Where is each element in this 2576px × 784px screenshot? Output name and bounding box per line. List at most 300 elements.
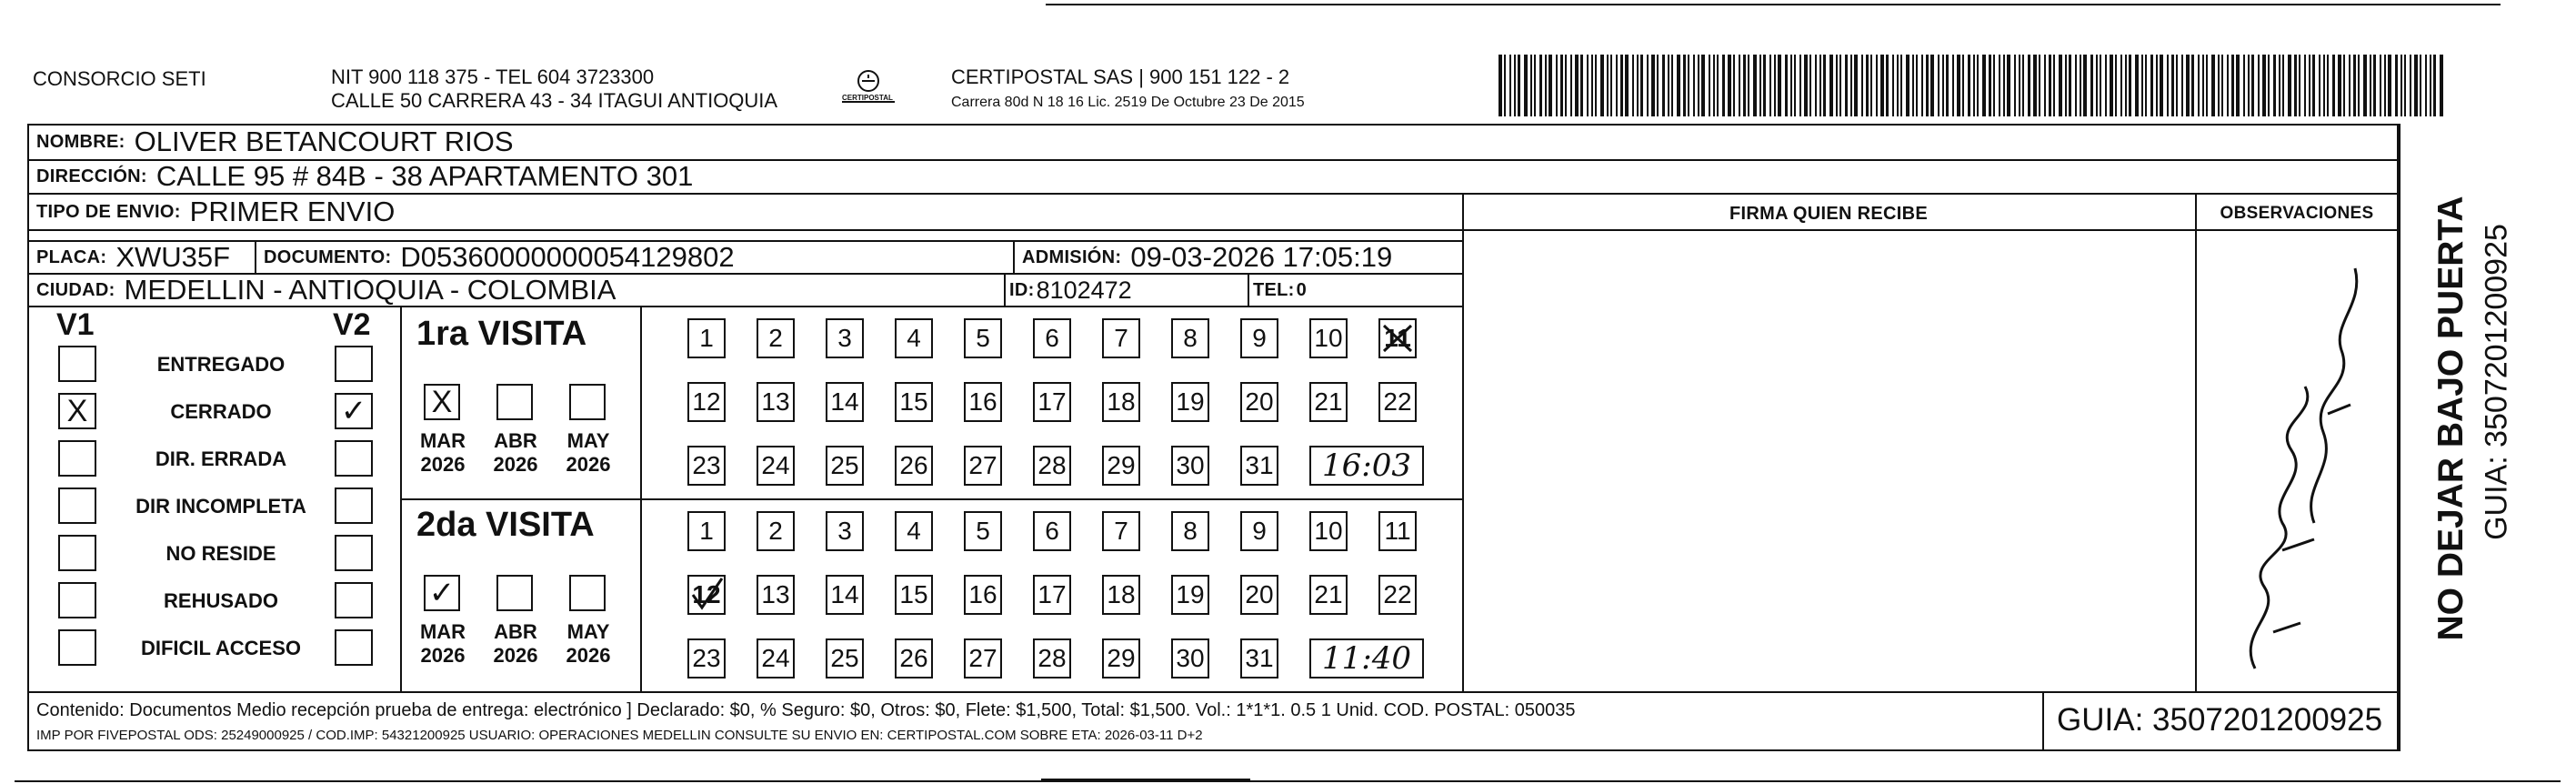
day-box: 12 xyxy=(687,382,726,422)
barcode-bar xyxy=(2198,55,2200,116)
footer-guia: GUIA: 3507201200925 xyxy=(2057,702,2383,738)
barcode-bar xyxy=(2343,55,2345,116)
v2-checkbox xyxy=(335,629,373,666)
barcode-bar xyxy=(1524,55,1528,116)
day-box: 29 xyxy=(1102,638,1140,678)
v1-checkbox xyxy=(58,629,96,666)
month-label: ABR xyxy=(494,429,537,452)
barcode-bar xyxy=(2028,55,2030,116)
barcode-bar xyxy=(1534,55,1536,116)
barcode-bar xyxy=(1595,55,1597,116)
day-box: 7 xyxy=(1102,318,1140,358)
barcode-bar xyxy=(1861,55,1863,116)
barcode-bar xyxy=(1886,55,1889,116)
status-label: DIR. ERRADA xyxy=(155,447,287,470)
barcode-bar xyxy=(1748,55,1749,116)
v1-checkbox xyxy=(58,487,96,524)
day-box: 11 xyxy=(1378,511,1417,551)
barcode-bar xyxy=(1989,55,1991,116)
day-box: 20 xyxy=(1240,575,1278,615)
rule xyxy=(2195,193,2197,691)
rule xyxy=(1248,273,1249,306)
barcode-bar xyxy=(1683,55,1686,116)
tel-value: 0 xyxy=(1296,279,1308,300)
carrier-line-2: Carrera 80d N 18 16 Lic. 2519 De Octubre 23 De 2015 xyxy=(951,95,1305,110)
placa-label: PLACA: xyxy=(36,246,107,267)
barcode-bar xyxy=(1753,55,1757,116)
day-box: 1 xyxy=(687,318,726,358)
barcode-bar xyxy=(2003,55,2005,116)
barcode-bar xyxy=(2115,55,2117,116)
barcode-bar xyxy=(1790,55,1792,116)
day-box: 6 xyxy=(1033,318,1071,358)
status-label: CERRADO xyxy=(170,400,272,423)
day-box: 25 xyxy=(826,446,864,486)
barcode-bar xyxy=(1912,55,1914,116)
barcode-bar xyxy=(1504,55,1506,116)
barcode-bar xyxy=(1977,55,1979,116)
barcode-bar xyxy=(2150,55,2153,116)
barcode-bar xyxy=(2299,55,2300,116)
barcode-bar xyxy=(1662,55,1665,116)
barcode-bar xyxy=(1693,55,1695,116)
barcode-bar xyxy=(2410,55,2411,116)
time-box: 16:03 xyxy=(1309,446,1424,486)
day-box: 28 xyxy=(1033,446,1071,486)
barcode-bar xyxy=(2282,55,2284,116)
barcode-bar xyxy=(2080,55,2081,116)
day-mark-stroke xyxy=(1384,326,1411,351)
barcode-bar xyxy=(1616,55,1618,116)
barcode-bar xyxy=(2105,55,2107,116)
rule xyxy=(255,240,256,273)
barcode-bar xyxy=(2059,55,2062,116)
day-box: 15 xyxy=(895,575,933,615)
day-box: 25 xyxy=(826,638,864,678)
barcode-bar xyxy=(1651,55,1655,116)
day-box: 3 xyxy=(826,511,864,551)
barcode-bar xyxy=(2065,55,2067,116)
status-label: REHUSADO xyxy=(164,589,278,612)
barcode-bar xyxy=(2430,55,2431,116)
barcode-bar xyxy=(1607,55,1609,116)
barcode-bar xyxy=(2323,55,2325,116)
barcode-bar xyxy=(1625,55,1629,116)
barcode-bar xyxy=(1556,55,1558,116)
rule xyxy=(1462,193,1464,691)
v1-checkbox: X xyxy=(58,393,96,429)
barcode-bar xyxy=(1804,55,1808,116)
barcode-bar xyxy=(2135,55,2139,116)
v1-checkbox xyxy=(58,440,96,477)
rule xyxy=(2042,691,2044,751)
rule xyxy=(1013,240,1015,273)
barcode xyxy=(1498,55,2446,116)
barcode-bar xyxy=(1778,55,1781,116)
barcode-bar xyxy=(1640,55,1643,116)
barcode-bar xyxy=(2110,55,2113,116)
bottom-rule xyxy=(15,780,2561,782)
month-checkbox xyxy=(569,384,606,420)
barcode-bar xyxy=(2358,55,2360,116)
carrier-line-1: CERTIPOSTAL SAS | 900 151 122 - 2 xyxy=(951,65,1290,88)
observaciones-header: OBSERVACIONES xyxy=(2220,204,2374,223)
recipient-signature xyxy=(2219,250,2382,687)
day-box: 23 xyxy=(687,446,726,486)
barcode-bar xyxy=(2309,55,2310,116)
barcode-bar xyxy=(1957,55,1960,116)
barcode-bar xyxy=(1509,55,1511,116)
documento-row xyxy=(264,240,735,275)
v1-checkbox xyxy=(58,346,96,382)
direccion-label: DIRECCIÓN: xyxy=(36,166,147,186)
ciudad-row xyxy=(36,273,616,307)
barcode-bar xyxy=(2425,55,2427,116)
barcode-bar xyxy=(2279,55,2280,116)
barcode-bar xyxy=(1709,55,1710,116)
barcode-bar xyxy=(1870,55,1872,116)
barcode-bar xyxy=(1906,55,1909,116)
barcode-bar xyxy=(1701,55,1705,116)
barcode-bar xyxy=(1600,55,1604,116)
day-box: 10 xyxy=(1309,318,1348,358)
barcode-bar xyxy=(1876,55,1878,116)
barcode-bar xyxy=(1829,55,1833,116)
barcode-bar xyxy=(2248,55,2250,116)
barcode-bar xyxy=(2380,55,2381,116)
nit-line-1: NIT 900 118 375 - TEL 604 3723300 xyxy=(331,65,655,88)
day-mark-stroke xyxy=(693,578,722,608)
barcode-bar xyxy=(1926,55,1929,116)
day-box: 16 xyxy=(964,575,1002,615)
rule xyxy=(400,306,402,691)
barcode-bar xyxy=(1677,55,1680,116)
month-label: MAY xyxy=(566,429,610,452)
day-box: 30 xyxy=(1171,446,1209,486)
barcode-bar xyxy=(2414,55,2418,116)
tipo-value: PRIMER ENVIO xyxy=(189,196,396,227)
barcode-bar xyxy=(2176,55,2178,116)
barcode-bar xyxy=(2221,55,2223,116)
barcode-bar xyxy=(2100,55,2101,116)
barcode-bar xyxy=(1916,55,1918,116)
month-year: 2026 xyxy=(493,453,538,476)
barcode-bar xyxy=(2349,55,2350,116)
barcode-bar xyxy=(2156,55,2158,116)
day-box: 24 xyxy=(757,446,795,486)
day-box: 7 xyxy=(1102,511,1140,551)
month-label: MAR xyxy=(419,429,466,452)
nombre-row xyxy=(36,125,514,159)
id-label: ID: xyxy=(1009,279,1035,300)
barcode-bar xyxy=(2353,55,2356,116)
barcode-bar xyxy=(1900,55,1902,116)
barcode-bar xyxy=(1713,55,1715,116)
status-label: DIFICIL ACCESO xyxy=(140,637,301,659)
day-box: 21 xyxy=(1309,575,1348,615)
barcode-bar xyxy=(2145,55,2147,116)
barcode-bar xyxy=(2332,55,2335,116)
day-box: 1 xyxy=(687,511,726,551)
barcode-bar xyxy=(1946,55,1949,116)
day-box: 11 xyxy=(1378,318,1417,358)
top-rule xyxy=(1046,4,2501,5)
day-box: 16 xyxy=(964,382,1002,422)
barcode-bar xyxy=(1962,55,1964,116)
barcode-bar xyxy=(1819,55,1821,116)
day-box: 23 xyxy=(687,638,726,678)
time-box: 11:40 xyxy=(1309,638,1424,678)
v1-checkbox xyxy=(58,535,96,571)
month-checkbox: X xyxy=(424,384,460,420)
barcode-bar xyxy=(2014,55,2016,116)
barcode-bar xyxy=(2401,55,2402,116)
month-label: MAR xyxy=(419,620,466,643)
barcode-bar xyxy=(2227,55,2229,116)
v2-checkbox: ✓ xyxy=(335,393,373,429)
id-row xyxy=(1009,273,1132,307)
day-box: 17 xyxy=(1033,382,1071,422)
logo-text: CERTIPOSTAL xyxy=(842,94,893,102)
barcode-bar xyxy=(2388,55,2391,116)
ciudad-value: MEDELLIN - ANTIOQUIA - COLOMBIA xyxy=(124,274,616,306)
barcode-bar xyxy=(1769,55,1771,116)
barcode-bar xyxy=(1794,55,1796,116)
company-name: CONSORCIO SETI xyxy=(33,67,206,90)
direccion-row xyxy=(36,159,693,194)
status-label: ENTREGADO xyxy=(156,353,286,376)
barcode-bar xyxy=(1823,55,1826,116)
barcode-bar xyxy=(1575,55,1579,116)
barcode-bar xyxy=(2218,55,2220,116)
rule xyxy=(1462,229,2399,231)
barcode-bar xyxy=(1733,55,1735,116)
barcode-bar xyxy=(2251,55,2254,116)
rule xyxy=(2399,124,2401,751)
day-box: 10 xyxy=(1309,511,1348,551)
barcode-bar xyxy=(1973,55,1975,116)
barcode-bar xyxy=(2186,55,2190,116)
barcode-bar xyxy=(1763,55,1766,116)
barcode-bar xyxy=(1549,55,1552,116)
day-box: 21 xyxy=(1309,382,1348,422)
nombre-value: OLIVER BETANCOURT RIOS xyxy=(134,126,514,157)
barcode-bar xyxy=(2273,55,2276,116)
day-box: 9 xyxy=(1240,511,1278,551)
v1-checkbox xyxy=(58,582,96,618)
barcode-bar xyxy=(1942,55,1944,116)
barcode-bar xyxy=(2096,55,2098,116)
barcode-bar xyxy=(2433,55,2436,116)
barcode-bar xyxy=(2420,55,2421,116)
barcode-bar xyxy=(2363,55,2367,116)
barcode-bar xyxy=(1809,55,1811,116)
barcode-bar xyxy=(1514,55,1516,116)
barcode-bar xyxy=(1657,55,1659,116)
month-label: ABR xyxy=(494,620,537,643)
barcode-bar xyxy=(2053,55,2055,116)
barcode-bar xyxy=(2404,55,2406,116)
v2-header: V2 xyxy=(333,307,371,342)
barcode-bar xyxy=(2370,55,2371,116)
barcode-bar xyxy=(1799,55,1801,116)
barcode-bar xyxy=(1560,55,1563,116)
day-box: 5 xyxy=(964,511,1002,551)
v1-header: V1 xyxy=(56,307,95,342)
barcode-bar xyxy=(2236,55,2240,116)
barcode-bar xyxy=(1647,55,1649,116)
status-label: NO RESIDE xyxy=(165,542,276,565)
day-box: 19 xyxy=(1171,382,1209,422)
barcode-bar xyxy=(2141,55,2143,116)
barcode-bar xyxy=(1845,55,1848,116)
side-warning: NO DEJAR BAJO PUERTA xyxy=(2431,196,2471,641)
barcode-bar xyxy=(1785,55,1788,116)
day-box: 14 xyxy=(826,382,864,422)
v2-checkbox xyxy=(335,346,373,382)
barcode-bar xyxy=(2262,55,2266,116)
barcode-bar xyxy=(2243,55,2245,116)
month-checkbox xyxy=(569,575,606,611)
nit-line-2: CALLE 50 CARRERA 43 - 34 ITAGUI ANTIOQUIA xyxy=(331,89,778,112)
barcode-bar xyxy=(1610,55,1612,116)
barcode-bar xyxy=(1570,55,1572,116)
day-box: 22 xyxy=(1378,382,1417,422)
day-box: 2 xyxy=(757,318,795,358)
barcode-bar xyxy=(2125,55,2127,116)
month-checkbox: ✓ xyxy=(424,575,460,611)
month-year: 2026 xyxy=(493,644,538,667)
barcode-bar xyxy=(1565,55,1567,116)
barcode-bar xyxy=(1518,55,1520,116)
barcode-bar xyxy=(2258,55,2260,116)
barcode-bar xyxy=(1930,55,1934,116)
first-visit-title: 1ra VISITA xyxy=(416,315,587,353)
documento-value: D05360000000054129802 xyxy=(400,241,735,273)
barcode-bar xyxy=(2007,55,2010,116)
barcode-bar xyxy=(2268,55,2270,116)
day-box: 15 xyxy=(895,382,933,422)
tel-label: TEL: xyxy=(1253,279,1295,300)
barcode-bar xyxy=(1739,55,1740,116)
barcode-bar xyxy=(2033,55,2037,116)
barcode-bar xyxy=(1545,55,1547,116)
day-box: 8 xyxy=(1171,511,1209,551)
admision-label: ADMISIÓN: xyxy=(1022,246,1122,267)
month-year: 2026 xyxy=(566,644,611,667)
barcode-bar xyxy=(1722,55,1725,116)
barcode-bar xyxy=(2288,55,2291,116)
barcode-bar xyxy=(2312,55,2316,116)
barcode-bar xyxy=(1836,55,1838,116)
v2-checkbox xyxy=(335,535,373,571)
placa-row xyxy=(36,240,230,275)
day-box: 4 xyxy=(895,318,933,358)
v2-checkbox xyxy=(335,440,373,477)
day-box: 27 xyxy=(964,638,1002,678)
day-box: 30 xyxy=(1171,638,1209,678)
barcode-bar xyxy=(2384,55,2386,116)
day-box: 6 xyxy=(1033,511,1071,551)
barcode-bar xyxy=(2167,55,2169,116)
day-box: 26 xyxy=(895,638,933,678)
barcode-bar xyxy=(2181,55,2183,116)
month-checkbox xyxy=(496,384,533,420)
month-year: 2026 xyxy=(420,453,466,476)
day-box: 4 xyxy=(895,511,933,551)
rule xyxy=(640,306,642,691)
barcode-bar xyxy=(1938,55,1940,116)
certipostal-logo xyxy=(835,67,902,113)
barcode-bar xyxy=(1688,55,1689,116)
barcode-bar xyxy=(2395,55,2398,116)
barcode-bar xyxy=(1854,55,1858,116)
barcode-bar xyxy=(2211,55,2215,116)
admision-row xyxy=(1022,240,1392,275)
status-label: DIR INCOMPLETA xyxy=(135,495,306,518)
barcode-bar xyxy=(1539,55,1542,116)
barcode-bar xyxy=(2120,55,2122,116)
barcode-bar xyxy=(2129,55,2131,116)
footer-imp-line: IMP POR FIVEPOSTAL ODS: 25249000925 / COD.IMP: 54321200925 USUARIO: OPERACIONES MEDELLIN CONSULTE SU ENVIO EN: CERTIPOSTAL.COM SOBRE ETA: 2026-03-11 D+2 xyxy=(36,728,1203,743)
day-box: 26 xyxy=(895,446,933,486)
barcode-bar xyxy=(2171,55,2174,116)
barcode-bar xyxy=(1587,55,1589,116)
day-box: 17 xyxy=(1033,575,1071,615)
day-box: 31 xyxy=(1240,446,1278,486)
day-box: 2 xyxy=(757,511,795,551)
barcode-bar xyxy=(1892,55,1894,116)
firma-header: FIRMA QUIEN RECIBE xyxy=(1729,204,1928,224)
barcode-bar xyxy=(1952,55,1954,116)
barcode-bar xyxy=(1866,55,1869,116)
barcode-bar xyxy=(1815,55,1817,116)
barcode-bar xyxy=(2373,55,2376,116)
barcode-bar xyxy=(1982,55,1986,116)
direccion-value: CALLE 95 # 84B - 38 APARTAMENTO 301 xyxy=(155,160,694,192)
day-box: 18 xyxy=(1102,575,1140,615)
bottom-thin-rule xyxy=(1041,779,1250,780)
day-box: 13 xyxy=(757,382,795,422)
barcode-bar xyxy=(1921,55,1923,116)
day-box: 8 xyxy=(1171,318,1209,358)
barcode-bar xyxy=(1774,55,1776,116)
documento-label: DOCUMENTO: xyxy=(264,246,392,267)
barcode-bar xyxy=(2304,55,2306,116)
second-visit-title: 2da VISITA xyxy=(416,506,595,544)
rule xyxy=(1004,273,1006,306)
day-mark xyxy=(687,575,726,615)
barcode-bar xyxy=(2231,55,2234,116)
barcode-bar xyxy=(2090,55,2093,116)
barcode-bar xyxy=(2440,55,2443,116)
barcode-bar xyxy=(1591,55,1593,116)
admision-value: 09-03-2026 17:05:19 xyxy=(1130,241,1393,273)
barcode-bar xyxy=(2294,55,2297,116)
barcode-bar xyxy=(2039,55,2040,116)
barcode-bar xyxy=(1728,55,1731,116)
day-box: 14 xyxy=(826,575,864,615)
tipo-label: TIPO DE ENVIO: xyxy=(36,201,181,222)
day-mark xyxy=(1378,318,1417,358)
day-box: 12 xyxy=(687,575,726,615)
barcode-bar xyxy=(2049,55,2051,116)
month-year: 2026 xyxy=(566,453,611,476)
day-box: 31 xyxy=(1240,638,1278,678)
day-box: 22 xyxy=(1378,575,1417,615)
barcode-bar xyxy=(2022,55,2024,116)
side-guia: GUIA: 3507201200925 xyxy=(2479,224,2514,540)
